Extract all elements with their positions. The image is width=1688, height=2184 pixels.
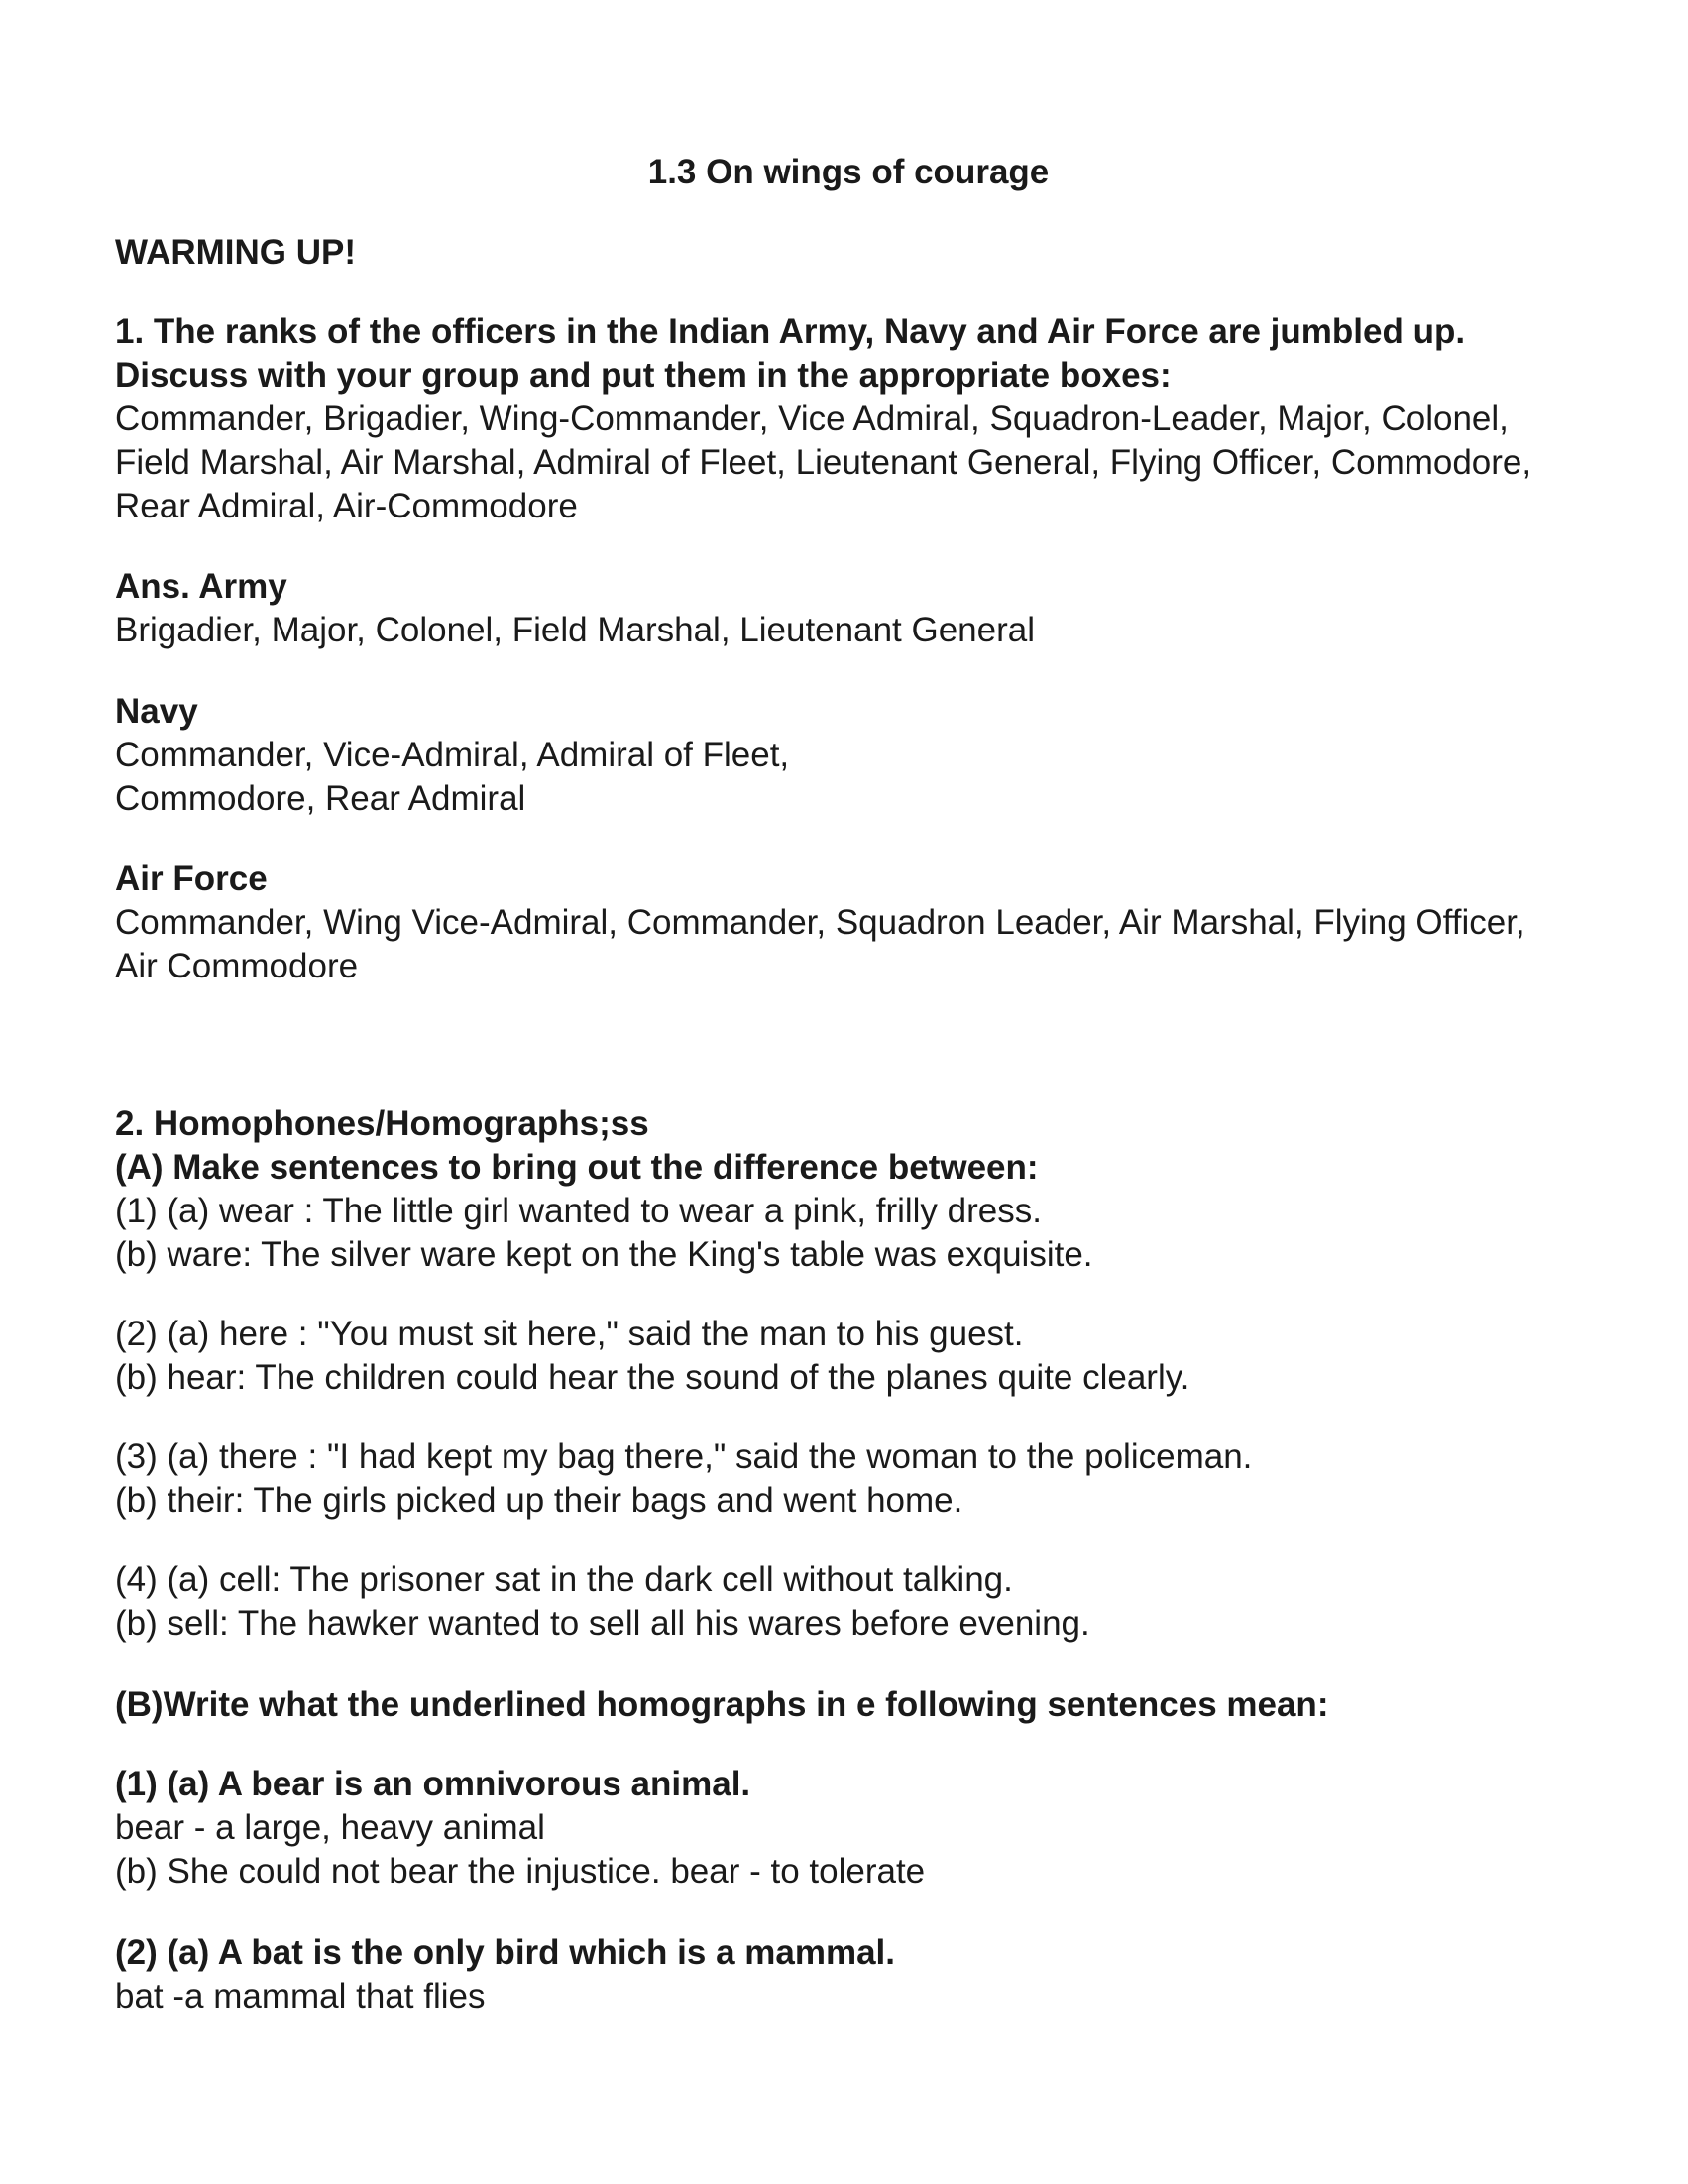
homograph-2-answer-a: bat -a mammal that flies: [115, 1977, 486, 2015]
question-2: [115, 1102, 1582, 1277]
q1-list-line-1: Commander, Brigadier, Wing-Commander, Vice Admiral, Squadron-Leader, Major, Colonel,: [115, 400, 1509, 438]
pair-2: [115, 1313, 1582, 1400]
army-ranks: Brigadier, Major, Colonel, Field Marshal, Lieutenant General: [115, 611, 1035, 649]
army-heading: Ans. Army: [115, 567, 287, 606]
pair-1-a: (1) (a) wear : The little girl wanted to wear a pink, frilly dress.: [115, 1192, 1042, 1230]
pair-2-b: (b) hear: The children could hear the sound of the planes quite clearly.: [115, 1358, 1190, 1397]
pair-2-a: (2) (a) here : "You must sit here," said the man to his guest.: [115, 1315, 1024, 1353]
pair-1-b: (b) ware: The silver ware kept on the King's table was exquisite.: [115, 1235, 1093, 1274]
homograph-1-question: (1) (a) A bear is an omnivorous animal.: [115, 1765, 751, 1803]
warming-up-heading: WARMING UP!: [115, 233, 357, 272]
question-1: [115, 310, 1582, 528]
q2-sub-b-heading: (B)Write what the underlined homographs in e following sentences mean:: [115, 1685, 1329, 1724]
page-title: 1.3 On wings of courage: [647, 153, 1050, 191]
navy-ranks-line-1: Commander, Vice-Admiral, Admiral of Fleet,: [115, 736, 790, 774]
pair-4-b: (b) sell: The hawker wanted to sell all his wares before evening.: [115, 1604, 1090, 1643]
q1-list-line-3: Rear Admiral, Air-Commodore: [115, 487, 578, 525]
homograph-2: [115, 1931, 1582, 2018]
navy-heading: Navy: [115, 692, 198, 731]
homograph-1-answer-b: (b) She could not bear the injustice. bear - to tolerate: [115, 1852, 926, 1891]
q1-list-line-2: Field Marshal, Air Marshal, Admiral of Fleet, Lieutenant General, Flying Officer, Commodore,: [115, 443, 1532, 482]
q2-heading: 2. Homophones/Homographs;ss: [115, 1104, 649, 1143]
homograph-1: [115, 1763, 1582, 1894]
q1-heading-line-1: 1. The ranks of the officers in the Indian Army, Navy and Air Force are jumbled up.: [115, 312, 1466, 351]
homograph-1-answer-a: bear - a large, heavy animal: [115, 1808, 545, 1847]
pair-4: [115, 1558, 1582, 1646]
air-force-ranks-line-1: Commander, Wing Vice-Admiral, Commander, Squadron Leader, Air Marshal, Flying Officer,: [115, 903, 1525, 942]
air-force-heading: Air Force: [115, 860, 268, 898]
pair-3: [115, 1436, 1582, 1523]
navy-ranks-line-2: Commodore, Rear Admiral: [115, 779, 526, 818]
pair-4-a: (4) (a) cell: The prisoner sat in the dark cell without talking.: [115, 1560, 1013, 1599]
air-force-ranks-line-2: Air Commodore: [115, 947, 359, 985]
pair-3-b: (b) their: The girls picked up their bags and went home.: [115, 1481, 963, 1520]
pair-3-a: (3) (a) there : "I had kept my bag there," said the woman to the policeman.: [115, 1437, 1253, 1476]
navy-answer: [115, 690, 1582, 821]
q2-sub-a-heading: (A) Make sentences to bring out the difference between:: [115, 1148, 1039, 1187]
army-answer: [115, 565, 1582, 652]
air-force-answer: [115, 858, 1582, 988]
q1-heading-line-2: Discuss with your group and put them in the appropriate boxes:: [115, 356, 1172, 395]
homograph-2-question: (2) (a) A bat is the only bird which is a mammal.: [115, 1933, 896, 1972]
